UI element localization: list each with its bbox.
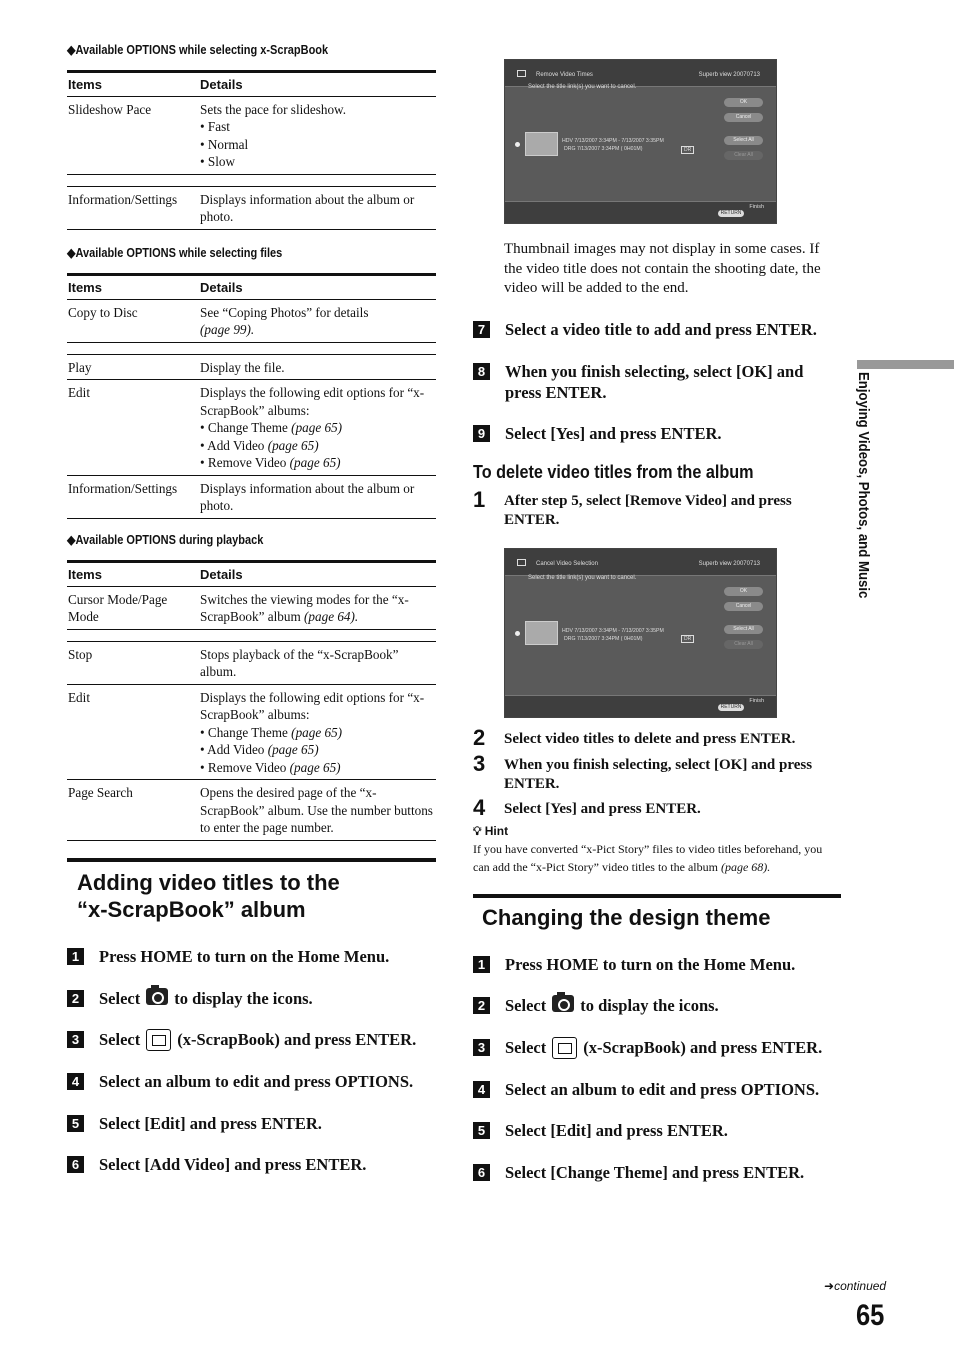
return-button-icon[interactable]: RETURN: [718, 210, 744, 217]
item-cell: Information/Settings: [67, 186, 199, 229]
details-cell: [199, 299, 436, 342]
step-number: 1: [67, 948, 84, 965]
step: [67, 1113, 322, 1134]
details-cell: Opens the desired page of the “x-ScrapBook” album. Use the number buttons to enter the page number.: [199, 780, 436, 841]
details-text: See “Coping Photos” for details: [200, 304, 369, 320]
lightbulb-icon: 💡︎: [473, 824, 482, 838]
section-heading-theme: [473, 894, 841, 931]
ok-button[interactable]: OK: [724, 98, 763, 107]
options-table-files: [67, 273, 436, 519]
step-text: Select: [505, 1038, 547, 1057]
table-row: [67, 380, 436, 476]
details-cell: Displays information about the album or photo.: [199, 186, 436, 229]
step: [473, 753, 839, 794]
table-row: [67, 475, 436, 518]
scrapbook-icon: [552, 1037, 577, 1059]
step: [473, 423, 722, 444]
video-thumbnail[interactable]: [525, 621, 558, 645]
step-text: (x-ScrapBook) and press ENTER.: [177, 1030, 417, 1049]
ok-button[interactable]: OK: [724, 587, 763, 596]
hint-label: Hint: [484, 824, 509, 838]
step-number: 4: [473, 1081, 490, 1098]
step-text: Select an album to edit and press OPTIONS.: [99, 1072, 414, 1091]
bullet: • Remove Video: [200, 455, 287, 470]
step-number: 5: [473, 1122, 490, 1139]
step-text: Select [Edit] and press ENTER.: [99, 1114, 322, 1133]
step-number: 2: [67, 990, 84, 1007]
screen-title: Remove Video Times: [536, 72, 593, 78]
clear-all-button[interactable]: Clear All: [724, 640, 763, 649]
details-text: Displays the following edit options for “x-ScrapBook” albums:: [200, 385, 425, 418]
bullet: • Slow: [200, 154, 236, 169]
step-text: When you finish selecting, select [OK] and press ENTER.: [504, 757, 813, 792]
video-date-range: HDV 7/13/2007 3:34PM - 7/13/2007 3:35PM: [562, 628, 664, 634]
screen-mode: Superb view 20070713: [698, 72, 760, 78]
bullet: • Normal: [200, 136, 249, 152]
step-number: 9: [473, 425, 490, 442]
video-thumbnail[interactable]: [525, 132, 558, 156]
step-number: 6: [67, 1156, 84, 1173]
details-cell: [199, 96, 436, 174]
item-cell: Play: [67, 354, 199, 380]
table-row: [67, 354, 436, 380]
subheading: To delete video titles from the album: [473, 462, 754, 482]
step-text: (x-ScrapBook) and press ENTER.: [583, 1038, 823, 1057]
page-ref: (page 65): [267, 742, 319, 757]
screen-title: Cancel Video Selection: [536, 561, 598, 567]
step-text: Select: [99, 989, 141, 1008]
step: [67, 1071, 413, 1092]
video-info: DRG 7/13/2007 3:34PM ( 0H01M): [564, 146, 643, 152]
page-ref: (page 64).: [304, 609, 359, 624]
col-items: Items: [67, 72, 199, 97]
item-cell: Stop: [67, 641, 199, 684]
step-number: 7: [473, 321, 490, 338]
page-ref: (page 65): [267, 437, 319, 453]
step-text: Select [Yes] and press ENTER.: [504, 801, 701, 817]
step-number: 3: [473, 751, 486, 776]
screen-mode: Superb view 20070713: [698, 561, 760, 567]
step-text: Select [Yes] and press ENTER.: [505, 424, 722, 443]
table-row: [67, 96, 436, 174]
bullet: • Remove Video: [200, 759, 287, 775]
step-text: Select [Edit] and press ENTER.: [505, 1121, 728, 1140]
step-text: Select a video title to add and press ENTER.: [505, 320, 817, 339]
table3-caption: ◆Available OPTIONS during playback: [67, 533, 264, 547]
hint-body: [473, 841, 841, 876]
bullet: • Fast: [200, 119, 230, 134]
quality-badge: DR: [681, 635, 694, 643]
camera-icon: [146, 988, 168, 1005]
step-number: 4: [67, 1073, 84, 1090]
step-number: 6: [473, 1164, 490, 1181]
step: [473, 727, 795, 749]
step-text: Press HOME to turn on the Home Menu.: [505, 955, 796, 974]
details-cell: [199, 380, 436, 476]
step-number: 1: [473, 487, 486, 512]
details-cell: Display the file.: [199, 354, 436, 380]
step-text: to display the icons.: [580, 996, 719, 1015]
step-text: Select: [99, 1030, 141, 1049]
page-ref: (page 65): [291, 420, 343, 435]
table-row: [67, 684, 436, 780]
step-text: to display the icons.: [174, 989, 313, 1008]
note-text: Thumbnail images may not display in some cases. If the video title does not contain the shooting date, the video will be added to the end.: [504, 241, 821, 296]
step: [473, 1120, 728, 1141]
page-ref: (page 68).: [720, 859, 771, 874]
continued-note: [824, 1279, 886, 1293]
page-ref: (page 99).: [200, 322, 255, 337]
cancel-button[interactable]: Cancel: [724, 602, 763, 611]
bullet: • Change Theme: [200, 420, 288, 435]
page-ref: (page 65): [289, 455, 341, 470]
screen-instruction: Select the title link(s) you want to cancel.: [528, 84, 637, 90]
step-number: 2: [473, 725, 486, 750]
table-row: [67, 641, 436, 684]
table1-caption: ◆Available OPTIONS while selecting x-ScrapBook: [67, 43, 329, 57]
page-ref: (page 65): [289, 759, 341, 775]
col-details: Details: [199, 562, 436, 587]
clear-all-button[interactable]: Clear All: [724, 151, 763, 160]
item-cell: Edit: [67, 380, 199, 476]
step: [473, 954, 795, 975]
step-text: Select [Add Video] and press ENTER.: [99, 1155, 367, 1174]
step: [473, 489, 829, 530]
bullet: • Add Video: [200, 437, 265, 453]
chapter-tab-label: Enjoying Videos, Photos, and Music: [855, 372, 872, 599]
scrapbook-icon: [146, 1029, 171, 1051]
finish-label: Finish: [749, 204, 764, 210]
continued-label: continued: [834, 1279, 887, 1293]
col-items: Items: [67, 562, 199, 587]
bullet: • Add Video: [200, 742, 265, 757]
hint-text: If you have converted “x-Pict Story” files to video titles beforehand, you can add the “x-Pict Story” video titles to the album: [473, 842, 823, 874]
details-cell: Stops playback of the “x-ScrapBook” album.: [199, 641, 436, 684]
bullet: • Change Theme: [200, 724, 288, 740]
section-title: Adding video titles to the “x-ScrapBook” album: [77, 870, 340, 922]
quality-badge: DR: [681, 146, 694, 154]
step-text: Select an album to edit and press OPTIONS.: [505, 1080, 820, 1099]
details-text: Switches the viewing modes for the “x-ScrapBook” album: [200, 591, 409, 624]
table-row: [67, 586, 436, 629]
step: [473, 1162, 804, 1183]
screenshot-cancel-video: [504, 548, 777, 718]
step-number: 8: [473, 363, 490, 380]
step-number: 3: [67, 1031, 84, 1048]
table-row: [67, 299, 436, 342]
section-title: Changing the design theme: [482, 905, 771, 930]
page-ref: (page 65): [291, 724, 343, 740]
table-row: [67, 780, 436, 841]
item-cell: Cursor Mode/Page Mode: [67, 586, 199, 629]
step: [473, 995, 719, 1016]
details-text: Displays the following edit options for “x-ScrapBook” albums:: [200, 689, 425, 722]
step-text: Select video titles to delete and press ENTER.: [504, 731, 796, 747]
options-table-scrapbook: [67, 70, 436, 230]
item-cell: Edit: [67, 684, 199, 780]
table2-caption: ◆Available OPTIONS while selecting files: [67, 246, 283, 260]
step: [473, 797, 701, 819]
step-number: 1: [473, 956, 490, 973]
step-number: 2: [473, 997, 490, 1014]
step-number: 5: [67, 1115, 84, 1132]
details-cell: [199, 586, 436, 629]
step-text: Press HOME to turn on the Home Menu.: [99, 947, 390, 966]
arrow-right-icon: ➜: [824, 1279, 835, 1293]
step-text: After step 5, select [Remove Video] and press ENTER.: [504, 493, 792, 528]
return-button-icon[interactable]: RETURN: [718, 704, 744, 711]
video-date-range: HDV 7/13/2007 3:34PM - 7/13/2007 3:35PM: [562, 138, 664, 144]
scrapbook-icon: [517, 559, 526, 566]
step-text: Select [Change Theme] and press ENTER.: [505, 1163, 805, 1182]
step: [473, 1079, 819, 1100]
col-details: Details: [199, 72, 436, 97]
chapter-tab-marker: [857, 360, 954, 369]
step: [473, 319, 817, 340]
step: [67, 1154, 366, 1175]
item-cell: Copy to Disc: [67, 299, 199, 342]
finish-label: Finish: [749, 698, 764, 704]
step: [67, 1029, 416, 1051]
cancel-button[interactable]: Cancel: [724, 113, 763, 122]
step-number: 3: [473, 1039, 490, 1056]
table-row: [67, 186, 436, 229]
step: [67, 946, 389, 967]
step-text: When you finish selecting, select [OK] and press ENTER.: [505, 362, 804, 402]
item-cell: Page Search: [67, 780, 199, 841]
step: [67, 988, 313, 1009]
details-cell: [199, 684, 436, 780]
select-all-button[interactable]: Select All: [724, 136, 763, 145]
step-text: Select: [505, 996, 547, 1015]
col-items: Items: [67, 275, 199, 300]
step: [473, 361, 840, 403]
select-all-button[interactable]: Select All: [724, 625, 763, 634]
scrapbook-icon: [517, 70, 526, 77]
selection-bullet-icon: [515, 142, 520, 147]
screen-instruction: Select the title link(s) you want to cancel.: [528, 575, 637, 581]
details-text: Sets the pace for slideshow.: [200, 101, 347, 117]
page-number: 65: [856, 1299, 885, 1332]
details-cell: Displays information about the album or photo.: [199, 475, 436, 518]
camera-icon: [552, 995, 574, 1012]
video-info: DRG 7/13/2007 3:34PM ( 0H01M): [564, 636, 643, 642]
screenshot-remove-video: [504, 59, 777, 224]
col-details: Details: [199, 275, 436, 300]
section-heading-add-video: [67, 858, 436, 923]
selection-bullet-icon: [515, 631, 520, 636]
options-table-playback: [67, 560, 436, 841]
item-cell: Information/Settings: [67, 475, 199, 518]
step-number: 4: [473, 795, 486, 820]
step: [473, 1037, 822, 1059]
hint-heading: [473, 824, 508, 839]
item-cell: Slideshow Pace: [67, 96, 199, 174]
